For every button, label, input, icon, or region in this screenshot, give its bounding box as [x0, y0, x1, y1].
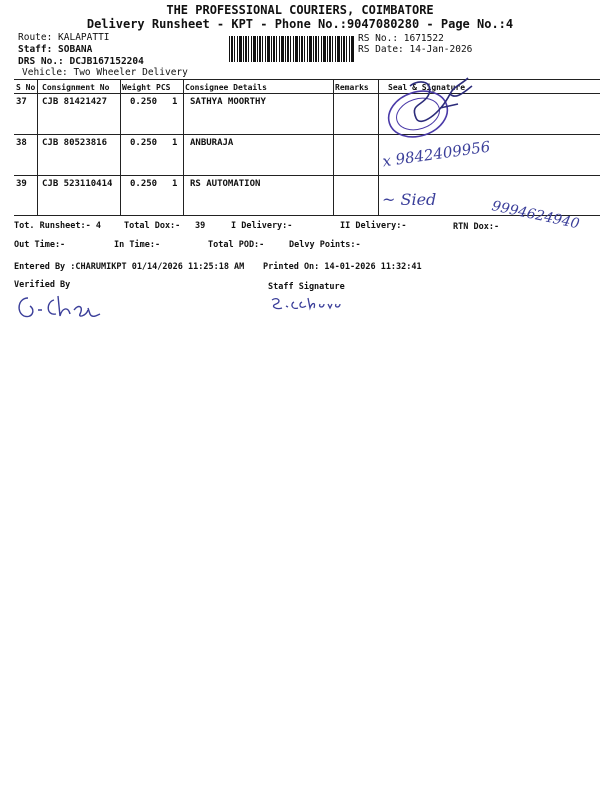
row38-handwritten-note: x 9842409956 [381, 137, 492, 171]
table-header-border [14, 93, 600, 94]
printed-on: Printed On: 14-01-2026 11:32:41 [263, 262, 422, 272]
staff-label: Staff: SOBANA [18, 44, 93, 55]
row-consignee: RS AUTOMATION [190, 179, 261, 189]
column-header-sno: S No [16, 83, 36, 92]
rs-date: RS Date: 14-Jan-2026 [358, 44, 473, 55]
column-header-weight: Weight [122, 83, 151, 92]
column-divider [120, 79, 121, 215]
column-header-seal-signature: Seal & Signature [388, 83, 466, 92]
row-divider [14, 175, 600, 176]
row-consignee: ANBURAJA [190, 138, 234, 148]
seal-stamp [380, 74, 490, 146]
total-dox-label: Total Dox:- [124, 221, 181, 231]
column-header-remarks: Remarks [335, 83, 369, 92]
row-pcs: 1 [172, 179, 178, 189]
row-weight: 0.250 [130, 138, 158, 148]
delivery-points: Delvy Points:- [289, 240, 361, 250]
row-pcs: 1 [172, 138, 178, 148]
drs-number: DRS No.: DCJB167152204 [18, 56, 144, 67]
row-sno: 38 [16, 138, 27, 148]
column-header-pcs: PCS [156, 83, 171, 92]
total-dox-value: 39 [195, 221, 206, 231]
row39-handwritten-initials: ~ Sied [382, 190, 437, 209]
column-divider [183, 79, 184, 215]
row-weight: 0.250 [130, 179, 158, 189]
column-divider [37, 79, 38, 215]
row-consignment-no: CJB 80523816 [42, 138, 108, 148]
column-divider [378, 79, 379, 215]
row-divider [14, 134, 600, 135]
row-consignment-no: CJB 81421427 [42, 97, 108, 107]
total-pod: Total POD:- [208, 240, 265, 250]
column-header-consignment: Consignment No [42, 83, 110, 92]
barcode [229, 36, 355, 62]
staff-signature-label: Staff Signature [268, 282, 345, 292]
column-divider [333, 79, 334, 215]
vehicle-label: Vehicle: Two Wheeler Delivery [22, 67, 188, 78]
row-weight: 0.250 [130, 97, 158, 107]
entered-by: Entered By :CHARUMIKPT 01/14/2026 11:25:18 AM [14, 262, 245, 272]
row-sno: 37 [16, 97, 27, 107]
i-delivery: I Delivery:- [231, 221, 293, 231]
row39-handwritten-number: 9994624940 [490, 198, 581, 233]
in-time: In Time:- [114, 240, 161, 250]
row-consignee: SATHYA MOORTHY [190, 97, 266, 107]
ii-delivery: II Delivery:- [340, 221, 407, 231]
row-consignment-no: CJB 523110414 [42, 179, 113, 189]
staff-signature [268, 294, 344, 314]
rtn-dox: RTN Dox:- [453, 222, 500, 232]
verified-by-label: Verified By [14, 280, 71, 290]
row-sno: 39 [16, 179, 27, 189]
verifier-signature [14, 292, 110, 322]
column-header-consignee: Consignee Details [185, 83, 267, 92]
company-title: THE PROFESSIONAL COURIERS, COIMBATORE [166, 3, 434, 17]
total-runsheet: Tot. Runsheet:- 4 [14, 221, 101, 231]
route-label: Route: KALAPATTI [18, 32, 110, 43]
out-time: Out Time:- [14, 240, 66, 250]
table-top-border [14, 79, 600, 80]
runsheet-subtitle: Delivery Runsheet - KPT - Phone No.:9047080280 - Page No.:4 [86, 17, 514, 31]
row-pcs: 1 [172, 97, 178, 107]
rs-number: RS No.: 1671522 [358, 33, 444, 44]
